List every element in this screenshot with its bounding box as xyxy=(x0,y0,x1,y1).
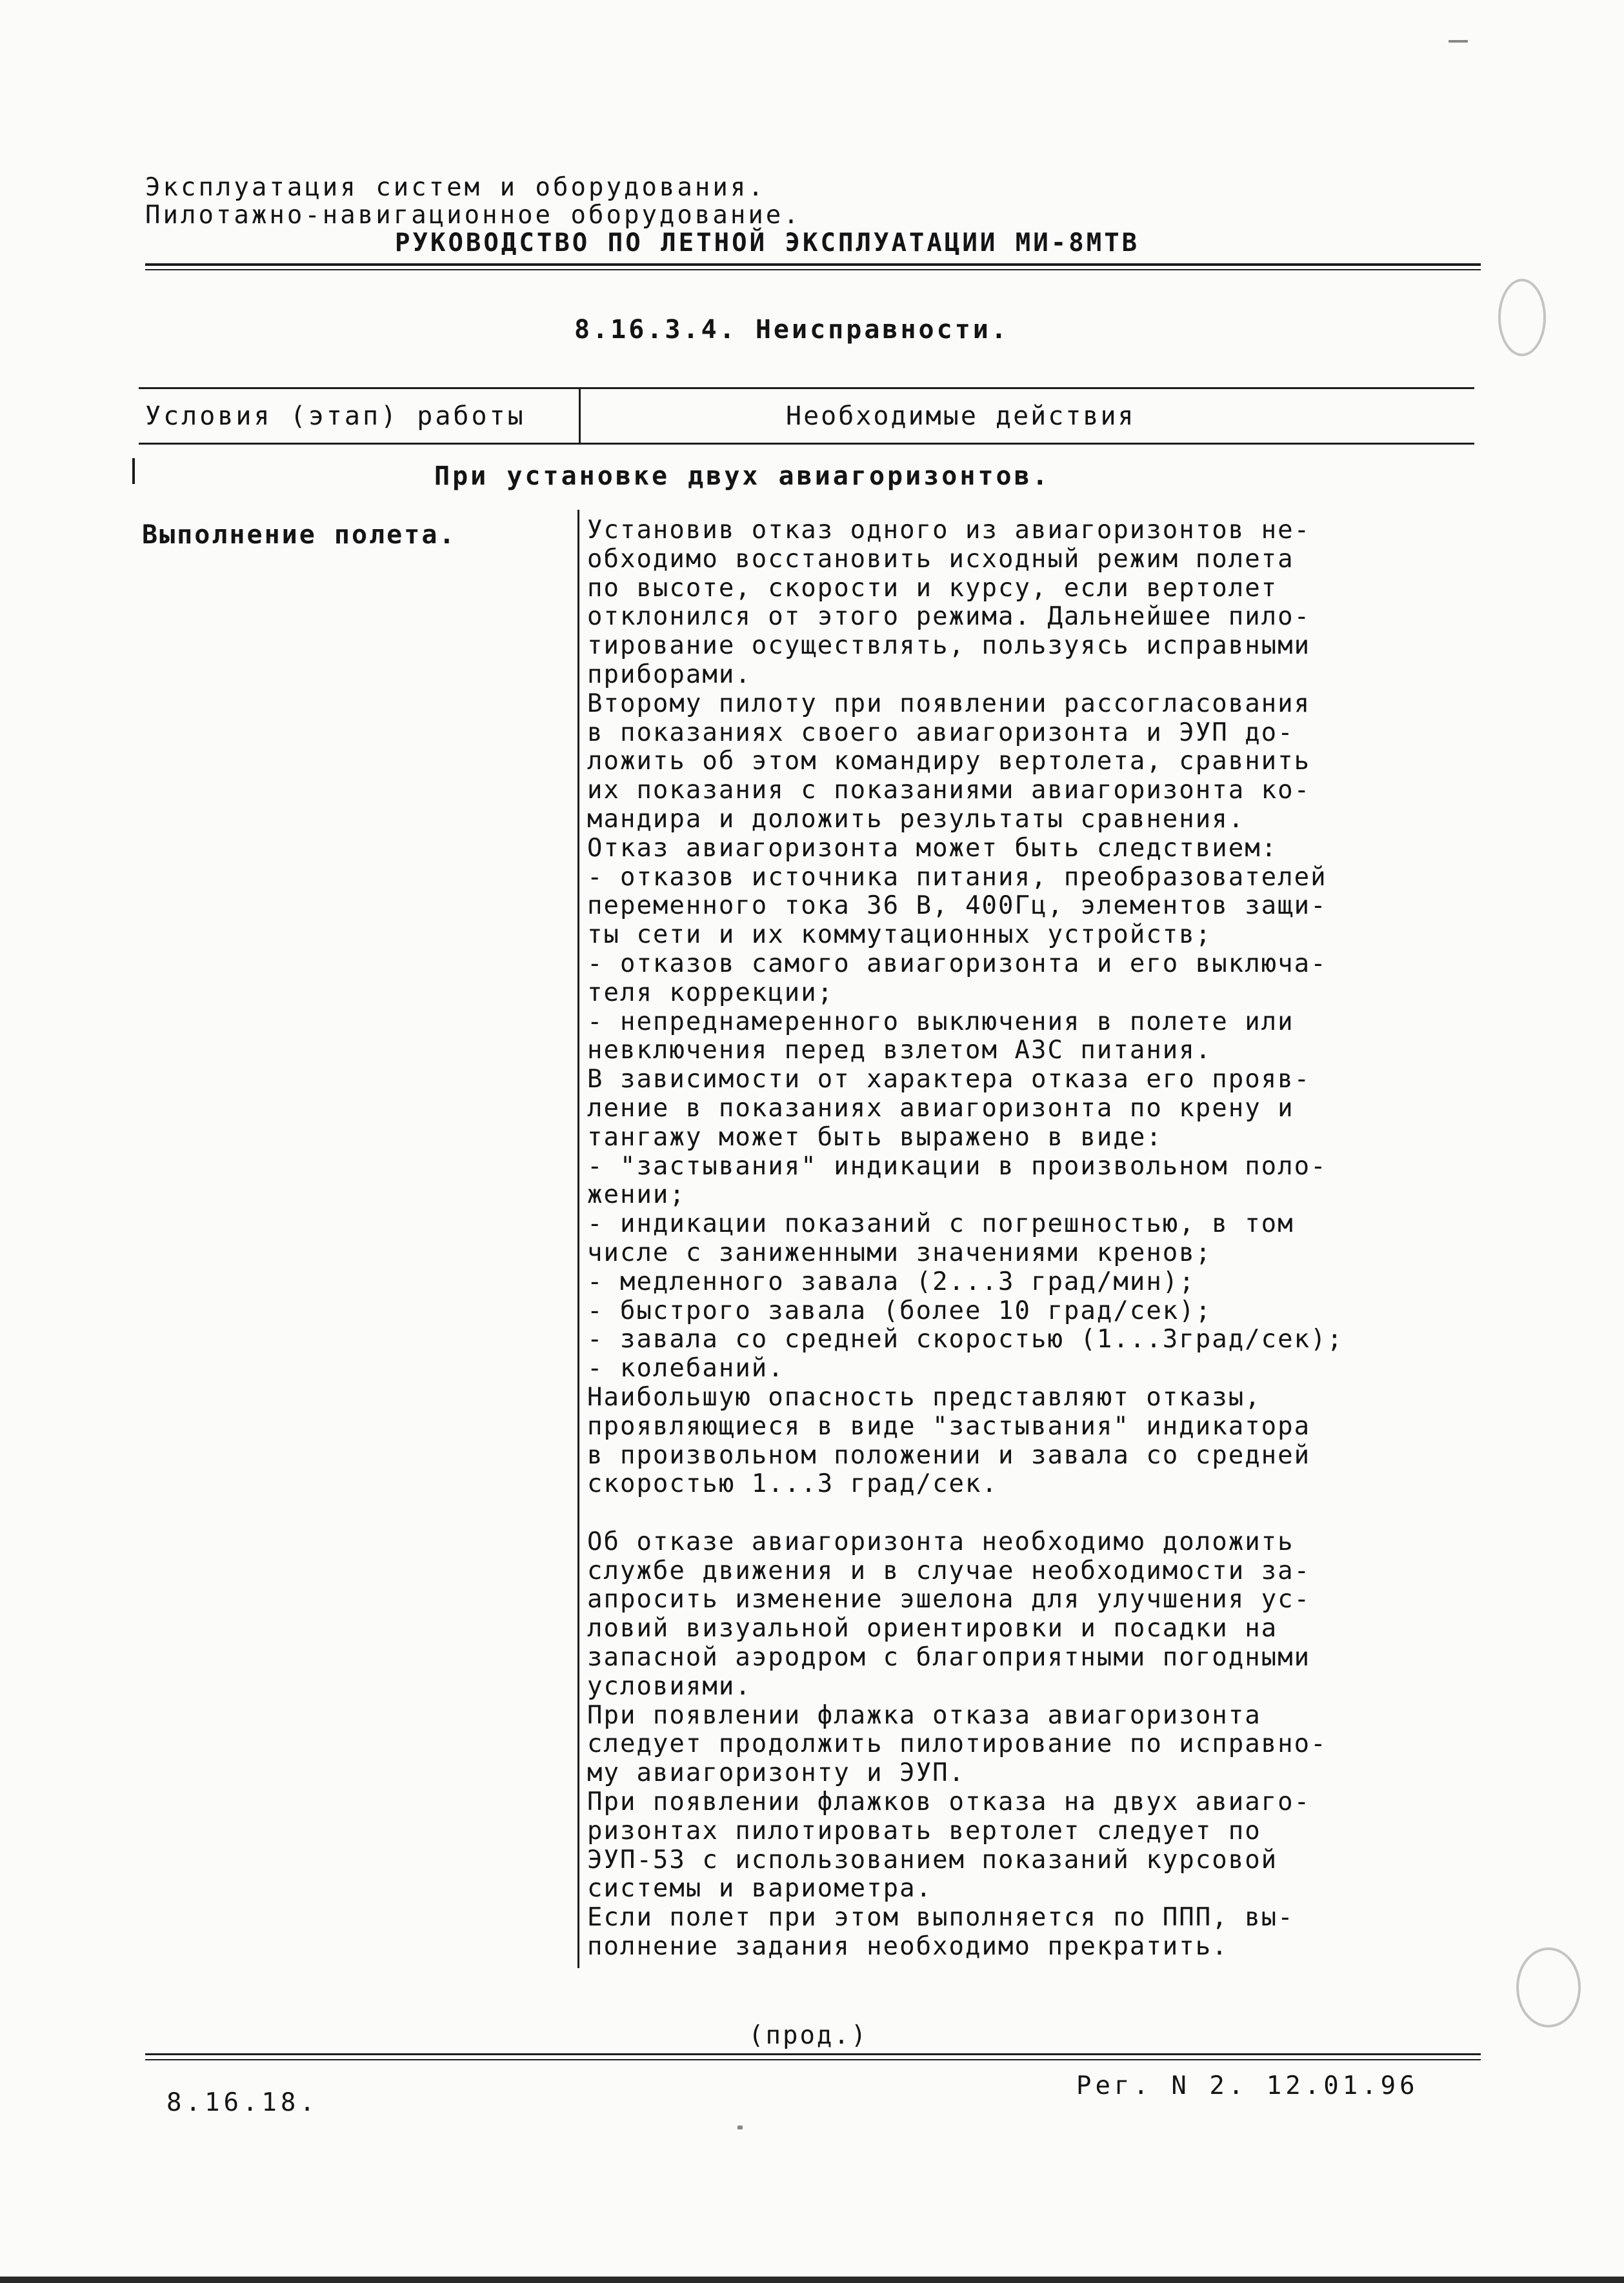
action-line: жении; xyxy=(587,1180,686,1210)
action-line: условиями. xyxy=(587,1671,752,1701)
action-line: ловий визуальной ориентировки и посадки на xyxy=(587,1614,1278,1644)
action-line: Установив отказ одного из авиагоризонтов не- xyxy=(587,516,1311,545)
action-line: - быстрого завала (более 10 град/сек); xyxy=(587,1296,1212,1325)
header-divider xyxy=(579,387,581,444)
action-line: ление в показаниях авиагоризонта по крену и xyxy=(587,1093,1294,1123)
action-line: Второму пилоту при появлении рассогласования xyxy=(587,689,1311,718)
action-line: невключения перед взлетом АЗС питания. xyxy=(587,1036,1212,1065)
action-line: приборами. xyxy=(587,659,752,689)
action-line: ложить об этом командиру вертолета, сравнить xyxy=(587,747,1311,776)
header-line-1: Эксплуатация систем и оборудования. xyxy=(145,173,766,202)
action-line: Об отказе авиагоризонта необходимо доложить xyxy=(587,1527,1294,1556)
action-line xyxy=(587,1499,1471,1528)
action-line: полнение задания необходимо прекратить. xyxy=(587,1932,1228,1962)
group-heading: При установке двух авиагоризонтов. xyxy=(434,461,1050,491)
action-line: - отказов самого авиагоризонта и его выключа- xyxy=(587,949,1327,978)
actions-cell xyxy=(587,516,1471,1962)
header-line-2: Пилотажно-навигационное оборудование. xyxy=(145,201,801,230)
action-line: ЭУП-53 с использованием показаний курсовой xyxy=(587,1845,1278,1875)
action-line: - колебаний. xyxy=(587,1354,785,1383)
action-line: по высоте, скорости и курсу, если вертолет xyxy=(587,573,1278,603)
condition-cell: Выполнение полета. xyxy=(142,520,457,550)
action-line: - "застывания" индикации в произвольном поло- xyxy=(587,1151,1327,1181)
header-rule-top xyxy=(145,263,1481,266)
action-line: В зависимости от характера отказа его прояв- xyxy=(587,1065,1311,1094)
action-line: тирование осуществлять, пользуясь исправными xyxy=(587,631,1311,661)
action-line: скоростью 1...3 град/сек. xyxy=(587,1469,998,1499)
table-header-rule xyxy=(139,443,1474,445)
action-line: проявляющиеся в виде "застывания" индикатора xyxy=(587,1411,1311,1441)
action-line: мандира и доложить результаты сравнения. xyxy=(587,804,1245,834)
action-line: системы и вариометра. xyxy=(587,1874,933,1904)
action-line: ризонтах пилотировать вертолет следует по xyxy=(587,1816,1261,1846)
action-line: теля коррекции; xyxy=(587,978,834,1007)
action-line: - завала со средней скоростью (1...3град/сек); xyxy=(587,1325,1344,1354)
column-divider xyxy=(577,510,579,1968)
action-line: - непреднамеренного выключения в полете или xyxy=(587,1007,1294,1036)
continued-label: (прод.) xyxy=(748,2021,868,2050)
action-line: в показаниях своего авиагоризонта и ЭУП до- xyxy=(587,718,1294,747)
action-line: - отказов источника питания, преобразователей xyxy=(587,862,1327,892)
section-title: 8.16.3.4. Неисправности. xyxy=(574,315,1009,345)
footer-rule-bottom xyxy=(145,2059,1481,2060)
action-line: обходимо восстановить исходный режим полета xyxy=(587,544,1294,574)
table-top-rule xyxy=(139,387,1474,389)
manual-title: РУКОВОДСТВО ПО ЛЕТНОЙ ЭКСПЛУАТАЦИИ МИ-8МТВ xyxy=(395,228,1140,257)
action-line: апросить изменение эшелона для улучшения ус- xyxy=(587,1585,1311,1614)
col-header-actions: Необходимые действия xyxy=(786,401,1136,431)
action-line: - медленного завала (2...3 град/мин); xyxy=(587,1267,1196,1296)
action-line: Если полет при этом выполняется по ППП, вы- xyxy=(587,1903,1294,1933)
action-line: При появлении флажка отказа авиагоризонта xyxy=(587,1700,1261,1730)
action-line: При появлении флажков отказа на двух авиаго- xyxy=(587,1787,1311,1817)
action-line: ты сети и их коммутационных устройств; xyxy=(587,920,1212,950)
page-number: 8.16.18. xyxy=(166,2088,319,2117)
action-line: следует продолжить пилотирование по исправно- xyxy=(587,1729,1327,1759)
action-line: - индикации показаний с погрешностью, в том xyxy=(587,1209,1294,1239)
action-line: их показания с показаниями авиагоризонта ко- xyxy=(587,776,1311,805)
col-header-conditions: Условия (этап) работы xyxy=(145,401,526,431)
action-line: Наибольшую опасность представляют отказы, xyxy=(587,1382,1261,1412)
scan-speck xyxy=(737,2126,743,2129)
registration-number: Рег. N 2. 12.01.96 xyxy=(1076,2071,1419,2100)
action-line: отклонился от этого режима. Дальнейшее пило- xyxy=(587,602,1311,632)
action-line: службе движения и в случае необходимости за- xyxy=(587,1556,1311,1585)
action-line: числе с заниженными значениями кренов; xyxy=(587,1238,1212,1267)
footer-rule-top xyxy=(145,2053,1481,2055)
action-line: запасной аэродром с благоприятными погодными xyxy=(587,1643,1311,1673)
action-line: му авиагоризонту и ЭУП. xyxy=(587,1758,966,1788)
action-line: в произвольном положении и завала со средней xyxy=(587,1440,1311,1470)
action-line: Отказ авиагоризонта может быть следствием: xyxy=(587,833,1278,863)
action-line: переменного тока 36 В, 400Гц, элементов защи- xyxy=(587,891,1327,921)
scan-speck xyxy=(1449,40,1468,43)
header-rule-bottom xyxy=(145,269,1481,270)
margin-bar xyxy=(132,458,135,484)
binder-hole-bottom xyxy=(1516,1947,1581,2027)
scan-bottom-edge xyxy=(0,2277,1624,2283)
binder-hole-top xyxy=(1498,279,1546,356)
action-line: тангажу может быть выражено в виде: xyxy=(587,1122,1163,1152)
